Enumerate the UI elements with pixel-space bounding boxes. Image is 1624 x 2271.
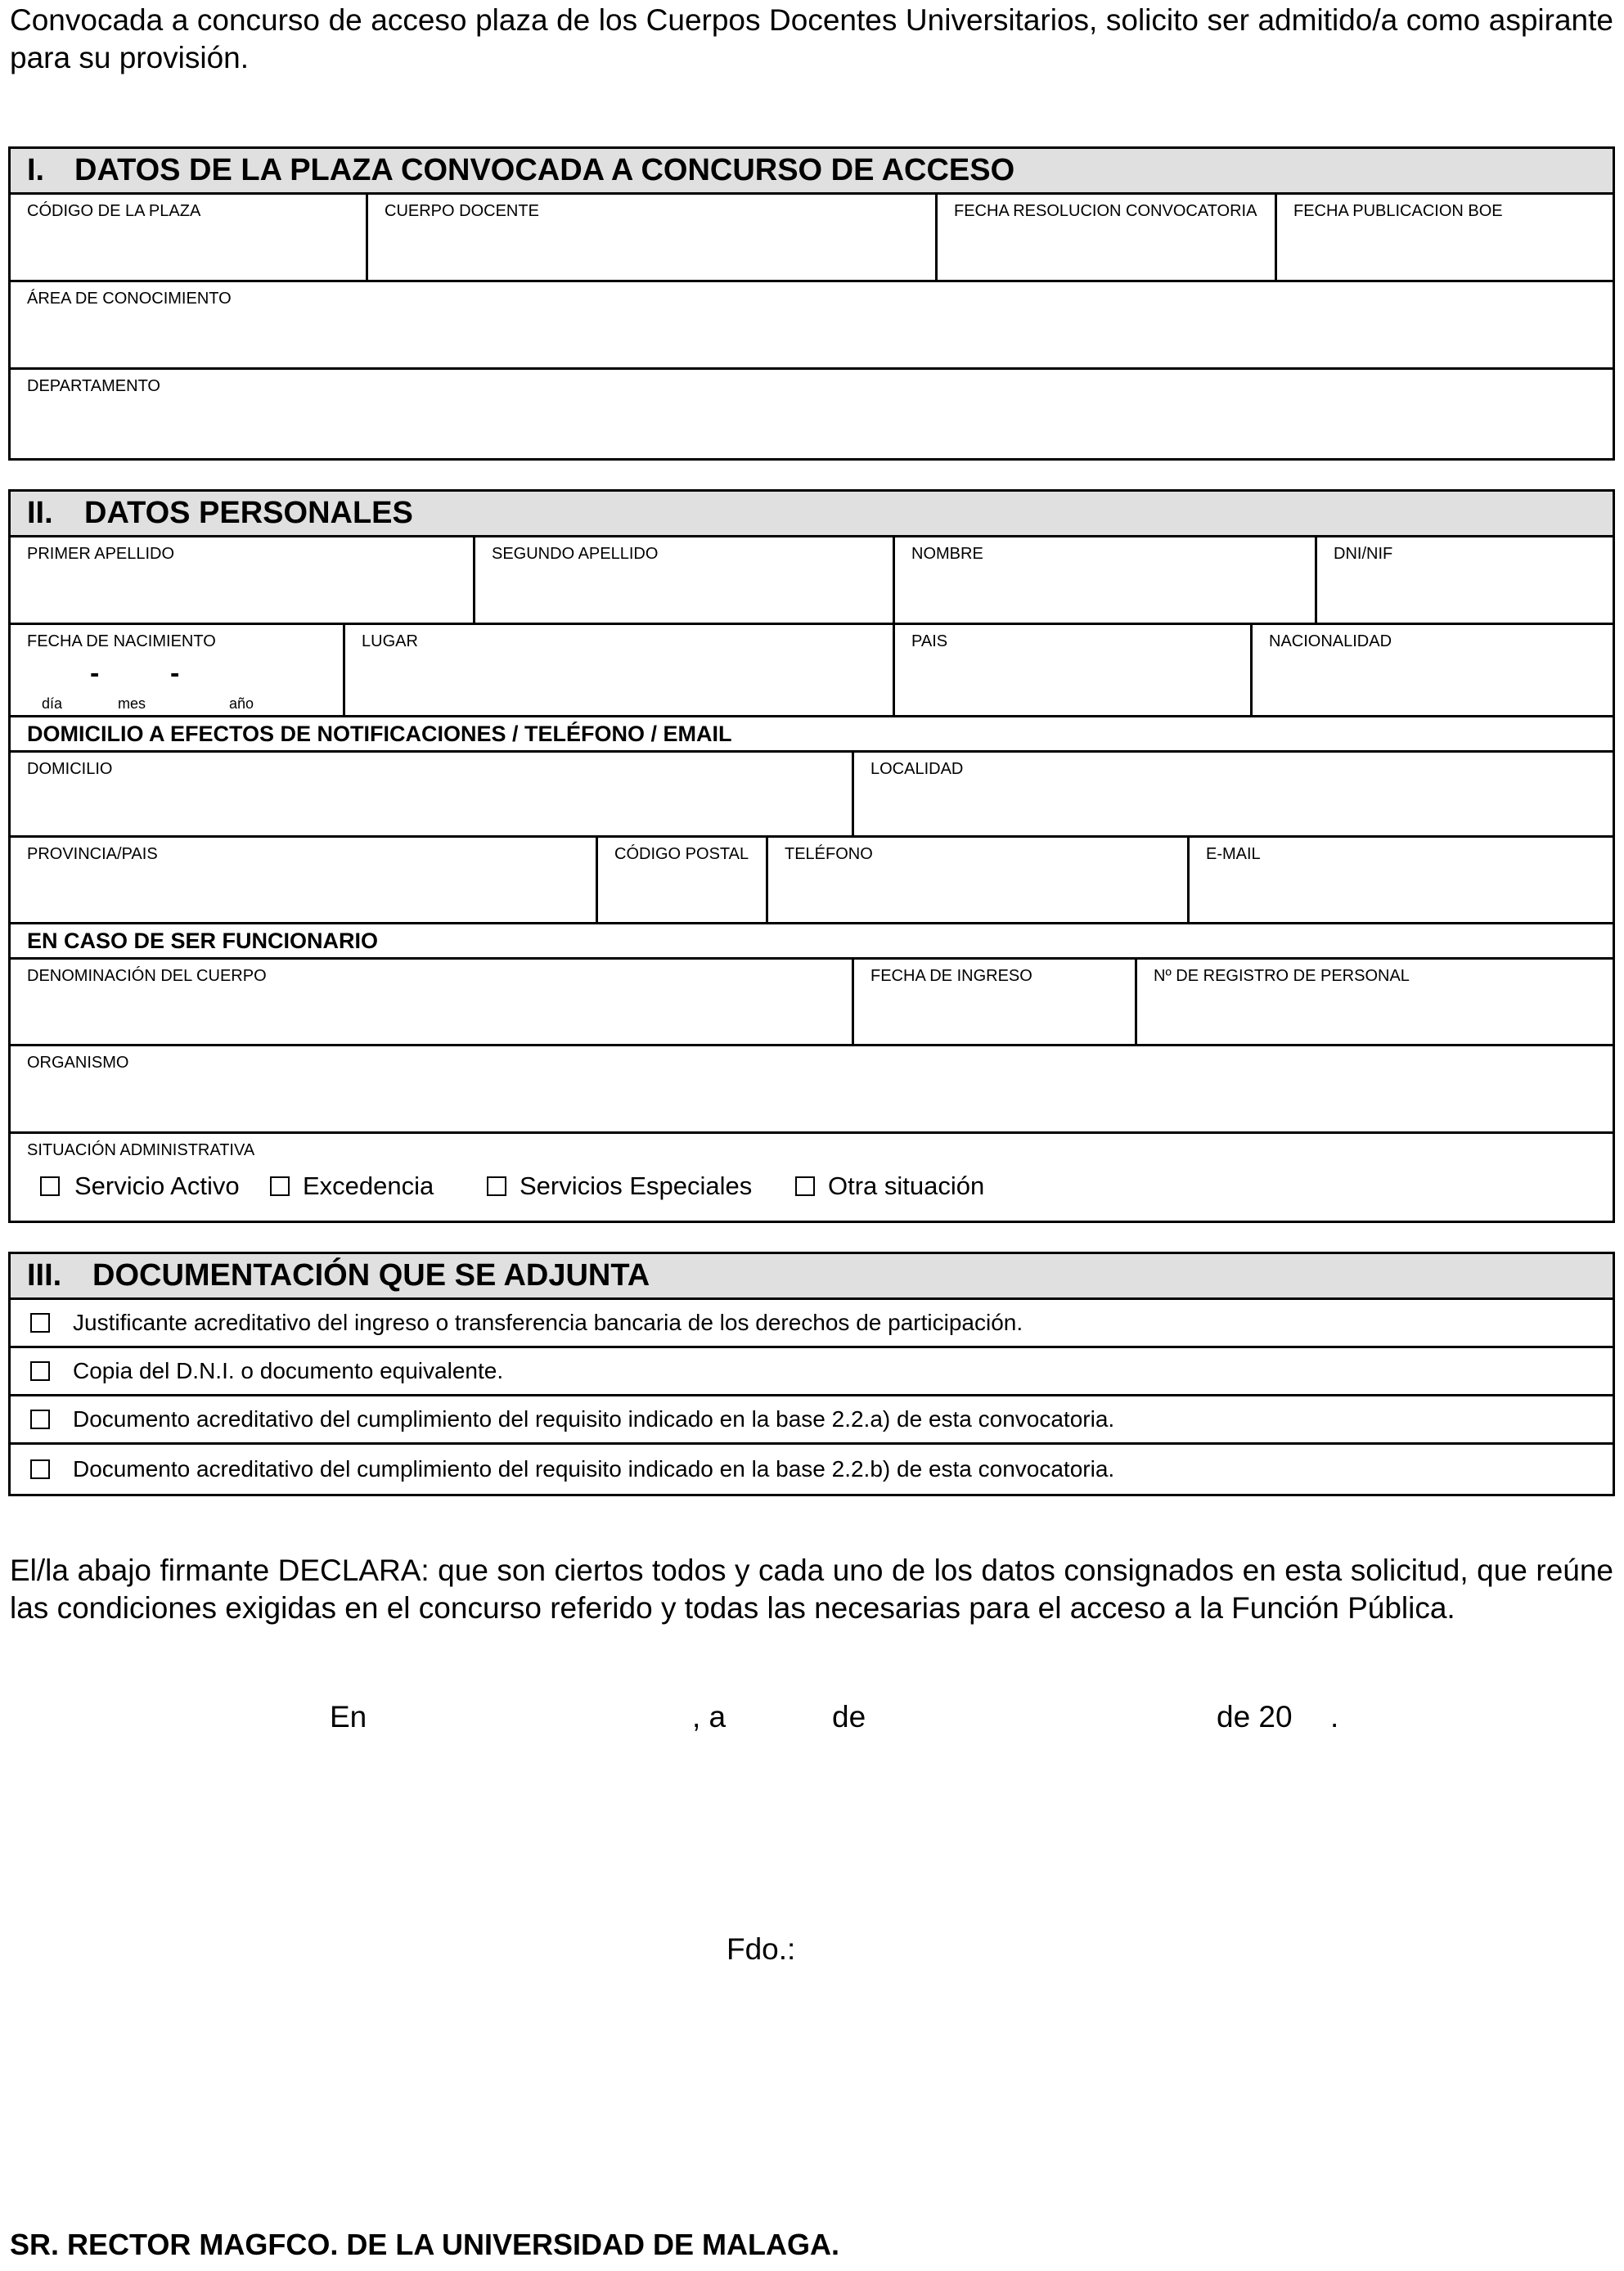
year-label: año — [229, 695, 254, 712]
signature-label: Fdo.: — [727, 1932, 796, 1966]
field-label: TELÉFONO — [785, 845, 873, 863]
field-area-conocimiento[interactable] — [11, 282, 1613, 367]
field-label: PRIMER APELLIDO — [27, 545, 175, 563]
section-documentacion — [8, 1252, 1615, 1496]
field-registro-personal[interactable] — [1137, 960, 1613, 1044]
field-label: CÓDIGO DE LA PLAZA — [27, 202, 201, 220]
field-codigo-plaza[interactable] — [11, 195, 368, 280]
field-label: DOMICILIO — [27, 760, 113, 778]
intro-text: Convocada a concurso de acceso plaza de los Cuerpos Docentes Universitarios, solicito ser admitido/a como aspirante para su provisión. — [10, 3, 1613, 74]
section-title: DATOS DE LA PLAZA CONVOCADA A CONCURSO DE ACCESO — [74, 153, 1015, 187]
field-organismo[interactable] — [11, 1046, 1613, 1131]
section-plaza — [8, 146, 1615, 461]
field-label: PAIS — [911, 632, 948, 650]
field-fecha-nacimiento[interactable] — [11, 625, 345, 715]
doc-item-label: Copia del D.N.I. o documento equivalente. — [73, 1358, 504, 1383]
section-title: DATOS PERSONALES — [84, 496, 413, 530]
checkbox[interactable] — [487, 1176, 506, 1196]
field-label: CUERPO DOCENTE — [385, 202, 539, 220]
field-dni[interactable] — [1317, 537, 1613, 623]
field-codigo-postal[interactable] — [598, 838, 768, 922]
section-documentacion-header — [11, 1254, 1613, 1300]
field-departamento[interactable] — [11, 370, 1613, 458]
field-telefono[interactable] — [768, 838, 1190, 922]
field-label: DEPARTAMENTO — [27, 377, 160, 395]
option-servicios-especiales[interactable] — [487, 1171, 795, 1201]
doc-item-label: Documento acreditativo del cumplimiento del requisito indicado en la base 2.2.b) de esta convocatoria. — [73, 1455, 1115, 1482]
doc-item-requisito-a[interactable] — [11, 1396, 1613, 1445]
field-label: PROVINCIA/PAIS — [27, 845, 158, 863]
option-excedencia[interactable] — [270, 1171, 487, 1201]
section-number: III. — [27, 1258, 62, 1293]
addressee: SR. RECTOR MAGFCO. DE LA UNIVERSIDAD DE MALAGA. — [10, 2228, 840, 2261]
field-segundo-apellido[interactable] — [475, 537, 895, 623]
date-year-label: de 20 — [1217, 1700, 1293, 1734]
date-de-label: de — [832, 1700, 866, 1734]
field-label: DENOMINACIÓN DEL CUERPO — [27, 967, 267, 985]
option-servicio-activo[interactable] — [27, 1171, 270, 1201]
day-label: día — [42, 695, 63, 712]
section-title: DOCUMENTACIÓN QUE SE ADJUNTA — [92, 1258, 650, 1293]
field-label: FECHA DE INGRESO — [870, 967, 1032, 985]
date-period: . — [1330, 1700, 1339, 1734]
field-provincia[interactable] — [11, 838, 598, 922]
field-label: FECHA RESOLUCION CONVOCATORIA — [954, 202, 1257, 220]
checkbox[interactable] — [30, 1459, 50, 1479]
field-cuerpo-docente[interactable] — [368, 195, 938, 280]
field-email[interactable] — [1190, 838, 1613, 922]
field-label: Nº DE REGISTRO DE PERSONAL — [1154, 967, 1410, 985]
section-datos-personales — [8, 489, 1615, 1223]
field-domicilio[interactable] — [11, 753, 854, 835]
section-number: I. — [27, 153, 45, 187]
section-personal-header — [11, 492, 1613, 537]
option-otra-situacion[interactable] — [795, 1171, 984, 1201]
checkbox[interactable] — [795, 1176, 815, 1196]
doc-item-label: Justificante acreditativo del ingreso o transferencia bancaria de los derechos de participación. — [73, 1310, 1023, 1335]
place-en-label: En — [330, 1700, 367, 1734]
field-lugar[interactable] — [345, 625, 895, 715]
date-separator: - — [170, 658, 180, 689]
field-situacion-administrativa — [11, 1134, 1613, 1209]
checkbox[interactable] — [30, 1410, 50, 1429]
field-label: SITUACIÓN ADMINISTRATIVA — [27, 1141, 255, 1159]
checkbox[interactable] — [30, 1361, 50, 1381]
month-label: mes — [118, 695, 146, 712]
field-label: E-MAIL — [1206, 845, 1261, 863]
declaration-text: El/la abajo firmante DECLARA: que son ciertos todos y cada uno de los datos consignados en esta solicitud, que reúne las condiciones exigidas en el concurso referido y todas las necesarias para el acceso a la Función Pública. — [10, 1554, 1613, 1625]
field-fecha-publicacion[interactable] — [1277, 195, 1613, 280]
field-denominacion-cuerpo[interactable] — [11, 960, 854, 1044]
field-label: CÓDIGO POSTAL — [614, 845, 749, 863]
situacion-options — [27, 1171, 1613, 1201]
field-label: DNI/NIF — [1334, 545, 1393, 563]
field-localidad[interactable] — [854, 753, 1613, 835]
funcionario-subheader: EN CASO DE SER FUNCIONARIO — [11, 924, 1613, 960]
place-a-label: , a — [692, 1700, 727, 1734]
field-label: ORGANISMO — [27, 1054, 129, 1072]
field-fecha-ingreso[interactable] — [854, 960, 1137, 1044]
checkbox[interactable] — [270, 1176, 290, 1196]
doc-item-dni[interactable] — [11, 1348, 1613, 1396]
field-primer-apellido[interactable] — [11, 537, 475, 623]
option-label: Servicio Activo — [74, 1171, 240, 1200]
field-label: LOCALIDAD — [870, 760, 964, 778]
field-label: NOMBRE — [911, 545, 983, 563]
field-label: FECHA PUBLICACION BOE — [1293, 202, 1503, 220]
checkbox[interactable] — [40, 1176, 60, 1196]
field-nombre[interactable] — [895, 537, 1317, 623]
checkbox[interactable] — [30, 1313, 50, 1333]
field-pais[interactable] — [895, 625, 1253, 715]
option-label: Excedencia — [303, 1171, 434, 1200]
domicilio-subheader: DOMICILIO A EFECTOS DE NOTIFICACIONES / TELÉFONO / EMAIL — [11, 717, 1613, 753]
field-label: NACIONALIDAD — [1269, 632, 1392, 650]
field-fecha-resolucion[interactable] — [938, 195, 1277, 280]
field-label: FECHA DE NACIMIENTO — [27, 632, 216, 650]
section-plaza-header — [11, 149, 1613, 195]
option-label: Servicios Especiales — [520, 1171, 753, 1200]
date-separator: - — [90, 658, 100, 689]
doc-item-label: Documento acreditativo del cumplimiento del requisito indicado en la base 2.2.a) de esta convocatoria. — [73, 1406, 1115, 1432]
doc-item-requisito-b[interactable] — [11, 1445, 1613, 1493]
field-label: LUGAR — [362, 632, 418, 650]
doc-item-justificante[interactable] — [11, 1300, 1613, 1348]
option-label: Otra situación — [828, 1171, 985, 1200]
field-label: SEGUNDO APELLIDO — [492, 545, 659, 563]
section-number: II. — [27, 496, 53, 530]
field-label: ÁREA DE CONOCIMIENTO — [27, 290, 232, 308]
field-nacionalidad[interactable] — [1253, 625, 1613, 715]
